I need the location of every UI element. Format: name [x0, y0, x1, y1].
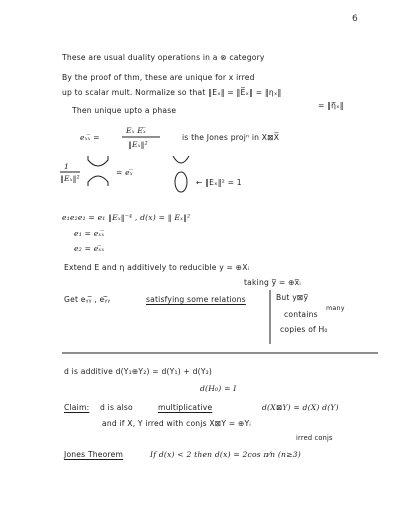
jones-proj-description: is the Jones projⁿ in X⊠X̅: [182, 133, 280, 142]
line-d-additive: d is additive d(Y₁⊕Y₂) = d(Y₁) + d(Y₂): [64, 367, 213, 376]
jones-theorem-statement: If d(x) < 2 then d(x) = 2cos π⁄n (n≥3): [150, 450, 301, 459]
line-satisfying: satisfying some relations: [146, 295, 246, 304]
cap-cup-diagram: [84, 152, 114, 192]
relation-e1: e₁ = eₓₓ̅: [74, 229, 105, 238]
relation-e1e2e1: e₁e₂e₁ = e₁ ‖Eₓ‖⁻⁴ , d(x) = ‖ Eₓ‖²: [62, 213, 191, 222]
claim-multiplicative: multiplicative: [158, 403, 213, 412]
jones-proj-lhs: eₓₓ̅ =: [80, 133, 100, 142]
fraction-bar: [122, 136, 162, 138]
diagram-scalar-bar: [60, 171, 82, 173]
jones-proj-numerator: Eₓ Eₓ̅: [126, 126, 146, 135]
page-number: 6: [352, 14, 358, 24]
line-proof-unique: By the proof of thm, these are unique for x irred: [62, 73, 255, 82]
section-divider: [62, 351, 380, 355]
diagram-scalar-num: 1: [64, 162, 70, 171]
diagram-equals-e: = eₓ̅: [116, 168, 133, 177]
claim-mult-equation: d(X⊠Y) = d(X) d(Y): [262, 403, 339, 412]
claim-label: Claim:: [64, 403, 90, 412]
line-normalize: up to scalar mult. Normalize so that ‖Eₓ‖ = ‖E̅ₓ‖ = ‖ηₓ‖: [62, 88, 282, 97]
note-contains: contains: [284, 310, 318, 319]
relation-e2: e₂ = eₓ̅ₓ: [74, 244, 105, 253]
claim-text: d is also: [100, 403, 133, 412]
note-irred-conjs: irred conjs: [296, 434, 333, 442]
jones-theorem-label: Jones Theorem: [64, 450, 124, 459]
line-taking: taking y̅ = ⊕x̅ᵢ: [244, 278, 301, 287]
diagram-scalar-den: ‖Eₓ‖²: [60, 174, 80, 183]
loop-normalization: ← ‖Eₓ‖² = 1: [196, 178, 242, 187]
jones-proj-denominator: ‖Eₓ‖²: [128, 140, 148, 149]
line-unique-phase: Then unique upto a phase: [72, 106, 177, 115]
cup-and-loop-diagram: [170, 152, 192, 204]
note-copies: copies of H₀: [280, 325, 328, 334]
line-normalize-cont: = ‖η̅ₓ‖: [318, 101, 344, 110]
line-extend: Extend E and η additively to reducible y = ⊕Xᵢ: [64, 263, 250, 272]
side-bar: [268, 290, 272, 346]
line-dH0: d(H₀) = I: [200, 384, 237, 393]
line-and-if: and if X, Y irred with conjs X⊠Y = ⊕Yᵢ: [102, 419, 251, 428]
note-many: many: [326, 304, 345, 312]
note-but: But y⊠y̅: [276, 293, 309, 302]
line-get: Get eᵧᵧ̅ , eᵧ̅ᵧ: [64, 295, 111, 304]
line-duality-operations: These are usual duality operations in a ⊗ category: [62, 53, 265, 62]
